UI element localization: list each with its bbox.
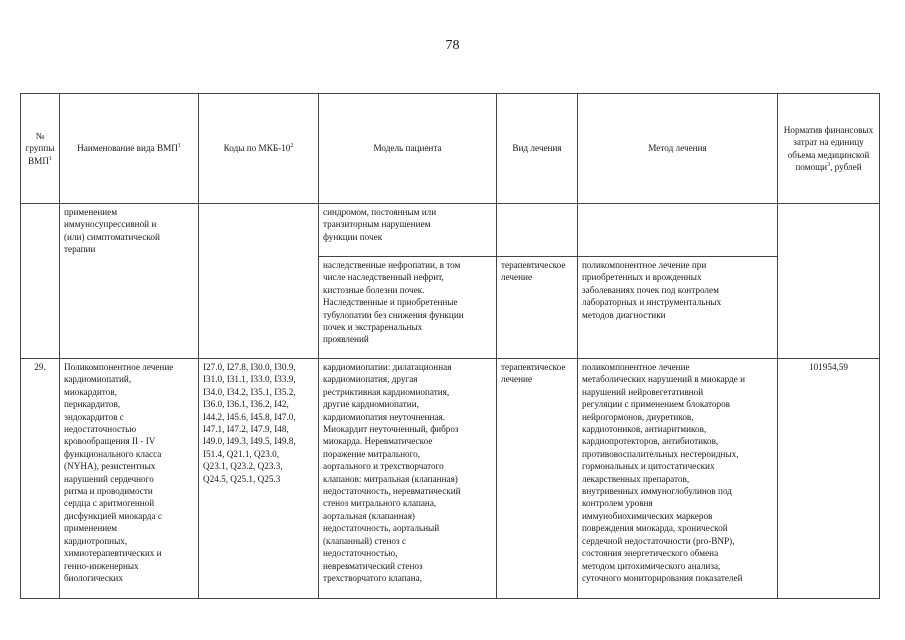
table-row <box>21 359 880 599</box>
cell-icd-codes: I27.0, I27.8, I30.0, I30.9, I31.0, I31.1, I33.0, I33.9, I34.0, I34.2, I35.1, I35.2, I36.0, I36.1, I36.2, I42, I44.2, I45.6, I45.8, I47.0, I47.1, I47.2, I47.9, I48, I49.0, I49.3, I49.5, I49.8, I51.4, Q21.1, Q23.0, Q23.1, Q23.2, Q23.3, Q24.5, Q25.1, Q25.3 <box>199 359 319 599</box>
cell-patient-model: кардиомиопатии: дилатационная кардиомиопатия, другая рестриктивная кардиомиопатия, другие кардиомиопатии, кардиомиопатия неуточненная. Миокардит неуточненный, фиброз миокарда. Неревматическое поражение митрального, аортального и трехстворчатого клапанов: митральная (клапанная) недостаточность, неревматический стеноз митрального клапана, аортальная (клапанная) недостаточность, аортальный (клапанный) стеноз с недостаточностью, невревматический стеноз трехстворчатого клапана, <box>319 359 497 599</box>
cell-patient-model: синдромом, постоянным или транзиторным нарушением функции почек <box>319 204 497 257</box>
cell-vmp-name: применением иммуносупрессивной и (или) симптоматической терапии <box>60 204 199 359</box>
vmp-table <box>20 93 880 599</box>
header-vmp-name: Наименование вида ВМП$^1$ <box>60 94 199 204</box>
cell-patient-model: наследственные нефропатии, в том числе наследственный нефрит, кистозные болезни почек. Наследственные и приобретенные тубулопатии без снижения функции почек и экстраренальных проявлений <box>319 257 497 359</box>
cell-vmp-name: Поликомпонентное лечение кардиомиопатий, миокардитов, перикардитов, эндокардитов с недостаточностью кровообращения II - IV функционального класса (NYHA), резистентных нарушений сердечного ритма и проводимости сердца с аритмогенной дисфункцией миокарда с применением кардиотропных, химиотерапевтических и генно-инженерных биологических <box>60 359 199 599</box>
cell-treatment-type: терапевтическое лечение <box>497 257 578 359</box>
cell-treatment-type <box>497 204 578 257</box>
header-treatment-type: Вид лечения <box>497 94 578 204</box>
cell-group-no <box>21 204 60 359</box>
page-number: 78 <box>445 38 460 53</box>
header-cost-norm: Норматив финансовых затрат на единицу объема медицинской помощи$^3$, рублей <box>778 94 880 204</box>
cell-treatment-method: поликомпонентное лечение при приобретенных и врожденных заболеваниях почек под контролем лабораторных и инструментальных методов диагностики <box>578 257 778 359</box>
table-row <box>21 204 880 257</box>
cell-treatment-type: терапевтическое лечение <box>497 359 578 599</box>
cell-cost <box>778 204 880 359</box>
cell-treatment-method: поликомпонентное лечение метаболических нарушений в миокарде и нарушений нейровегетативной регуляции с применением блокаторов нейрогормонов, диуретиков, кардиотоников, антиаритмиков, кардиопротекторов, антибиотиков, противовоспалительных нестероидных, гормональных и цитостатических лекарственных препаратов, внутривенных иммуноглобулинов под контролем уровня иммунобиохимических маркеров повреждения миокарда, хронической сердечной недостаточности (pro-BNP), состояния энергетического обмена методом цитохимического анализа, суточного мониторирования показателей <box>578 359 778 599</box>
cell-icd-codes <box>199 204 319 359</box>
header-icd-codes: Коды по МКБ-$10^2$ <box>199 94 319 204</box>
header-patient-model: Модель пациента <box>319 94 497 204</box>
header-treatment-method: Метод лечения <box>578 94 778 204</box>
cell-group-no: 29. <box>21 359 60 599</box>
header-group-no: № группы ВМП$^1$ <box>21 94 60 204</box>
cell-cost: 101954,59 <box>778 359 880 599</box>
header-row <box>21 94 880 204</box>
cell-treatment-method <box>578 204 778 257</box>
